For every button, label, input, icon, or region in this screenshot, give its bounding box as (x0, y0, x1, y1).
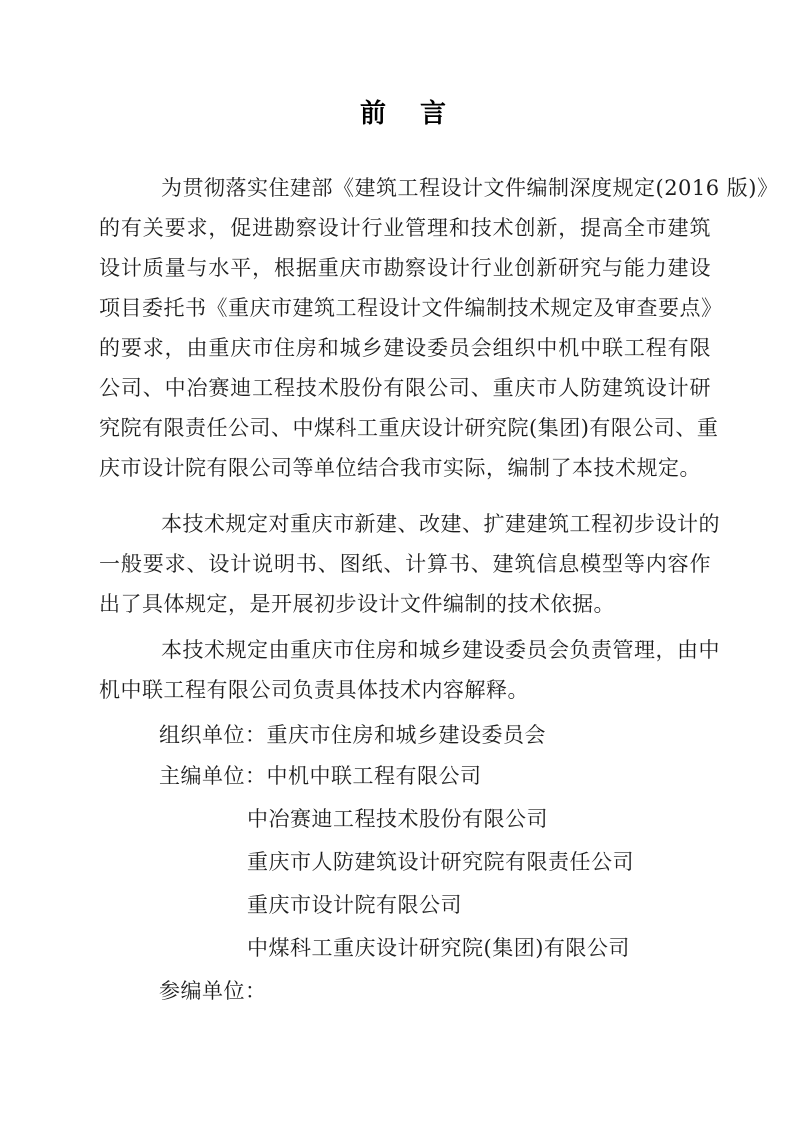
organizer-line (99, 715, 711, 755)
chief-editor-company: 重庆市设计院有限公司 (247, 893, 462, 917)
chief-editors-block (99, 755, 711, 970)
text-line: 出了具体规定，是开展初步设计文件编制的技术依据。 (99, 592, 615, 616)
text-line: 庆市设计院有限公司等单位结合我市实际，编制了本技术规定。 (99, 456, 701, 480)
text-line: 项目委托书《重庆市建筑工程设计文件编制技术规定及审查要点》 (99, 296, 723, 320)
chief-editor-company: 重庆市人防建筑设计研究院有限责任公司 (247, 850, 634, 874)
page-title: 前 言 (359, 99, 450, 129)
paragraph-2 (99, 504, 720, 624)
text-line: 究院有限责任公司、中煤科工重庆设计研究院(集团)有限公司、重 (99, 416, 719, 440)
text-line: 公司、中冶赛迪工程技术股份有限公司、重庆市人防建筑设计研 (99, 376, 711, 400)
chief-editor-company: 中煤科工重庆设计研究院(集团)有限公司 (247, 936, 630, 960)
participants-label: 参编单位： (159, 979, 267, 1003)
chief-editor-company: 中机中联工程有限公司 (266, 764, 482, 788)
text-line: 一般要求、设计说明书、图纸、计算书、建筑信息模型等内容作 (99, 552, 711, 576)
text-line: 的有关要求，促进勘察设计行业管理和技术创新，提高全市建筑 (99, 216, 711, 240)
text-line: 本技术规定由重庆市住房和城乡建设委员会负责管理，由中 (161, 638, 720, 662)
text-line: 的要求，由重庆市住房和城乡建设委员会组织中机中联工程有限 (99, 336, 711, 360)
document-content (99, 168, 779, 1013)
chief-editor-company: 中冶赛迪工程技术股份有限公司 (247, 807, 548, 831)
organizer-value: 重庆市住房和城乡建设委员会 (266, 723, 546, 747)
paragraph-1 (99, 168, 779, 488)
text-line: 机中联工程有限公司负责具体技术内容解释。 (99, 678, 529, 702)
chief-editors-line (99, 755, 711, 798)
organizer-label: 组织单位： (159, 723, 267, 747)
participants-line (99, 970, 711, 1013)
text-line: 本技术规定对重庆市新建、改建、扩建建筑工程初步设计的 (161, 512, 720, 536)
paragraph-3 (99, 630, 720, 710)
text-line: 设计质量与水平，根据重庆市勘察设计行业创新研究与能力建设 (99, 256, 711, 280)
chief-editors-label: 主编单位： (159, 764, 267, 788)
text-line: 为贯彻落实住建部《建筑工程设计文件编制深度规定(2016 版)》 (161, 176, 779, 200)
